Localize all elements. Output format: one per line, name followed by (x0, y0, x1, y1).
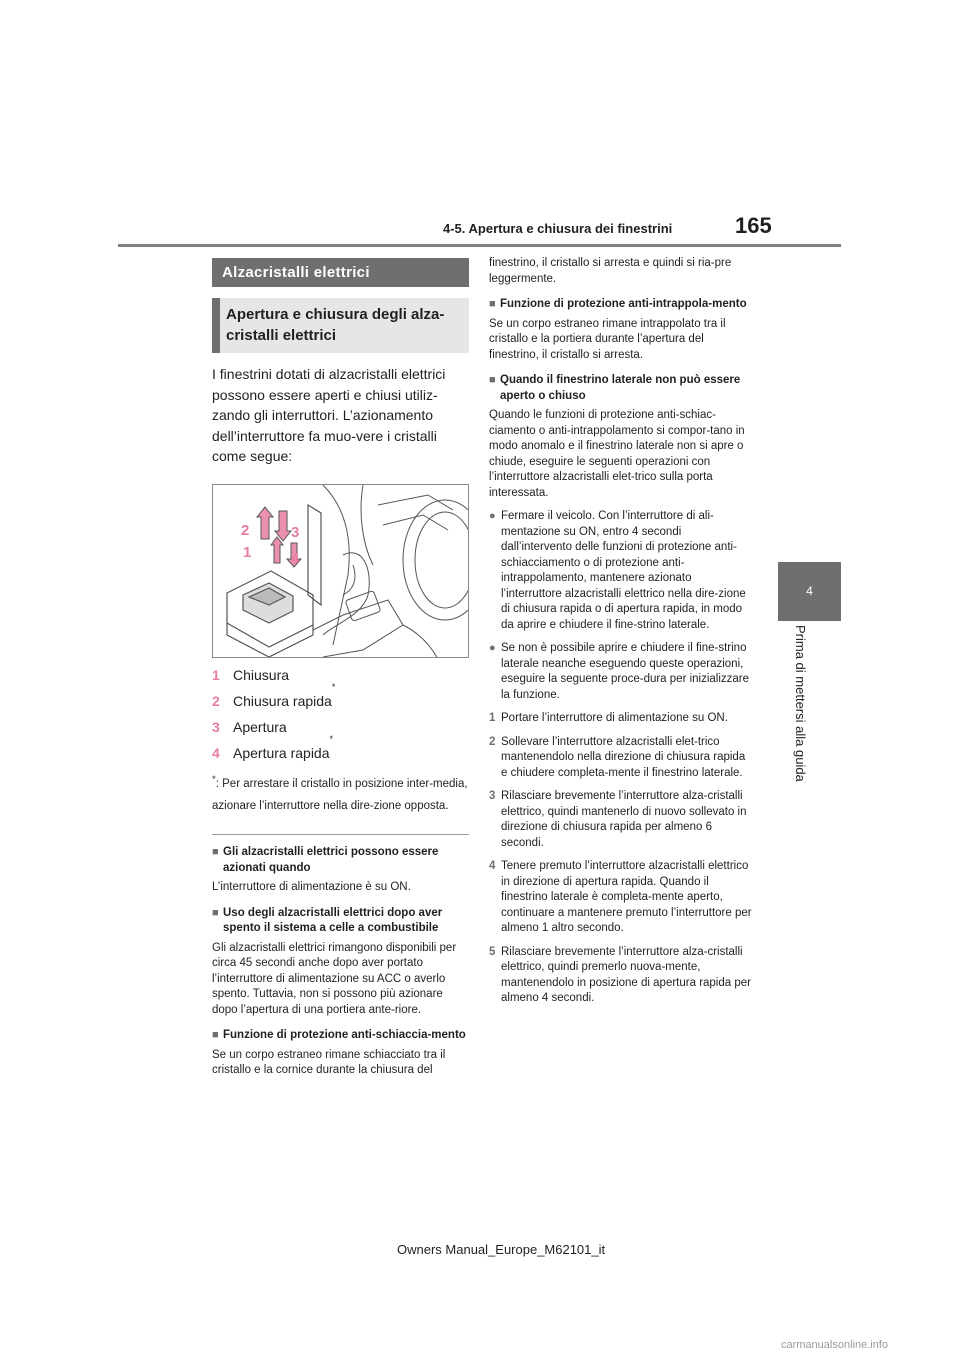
fig-label-4: 4 (291, 549, 300, 567)
info-heading: ■ Quando il finestrino laterale non può essere aperto o chiuso (489, 374, 741, 402)
step-item: 5 Rilasciare brevemente l’interruttore alza-cristalli elettrico, quindi premerlo nuova-mente, mantenendolo in posizione di apertura rapida per almeno 4 secondi. (489, 945, 751, 1004)
info-body: L’interruttore di alimentazione è su ON. (212, 881, 411, 894)
section-header: 4-5. Apertura e chiusura dei finestrini (443, 221, 673, 236)
info-heading: ■ Gli alzacristalli elettrici possono essere azionati quando (212, 846, 439, 874)
bullet-item: ● Se non è possibile aprire e chiudere il fine-strino laterale neanche eseguendo queste operazioni, eseguire la seguente proce-dura per inizializzare la funzione. (489, 642, 750, 701)
watermark: carmanualsonline.info (781, 1339, 889, 1351)
list-item: 4 Apertura rapida * (212, 733, 334, 761)
bullet-item: ● Fermare il veicolo. Con l’interruttore di ali-mentazione su ON, entro 4 secondi dall’intervento delle funzioni di protezione anti-schiacciamento o di protezione anti-intrappolamento, mantenere azionato l’interruttore alzacristalli elettrico nella dire-zione di chiusura rapida o di apertura rapida, in modo da aprire e chiudere il fine-strino laterale. (489, 510, 746, 631)
page-number: 165 (735, 213, 772, 238)
left-column (212, 258, 469, 1079)
step-item: 3 Rilasciare brevemente l’interruttore alza-cristalli elettrico, quindi mantenerlo di nuovo sollevato in direzione di chiusura rapida per almeno 6 secondi. (489, 790, 747, 849)
chapter-tab: 4 (778, 562, 841, 621)
chapter-label: Prima di mettersi alla guida (793, 625, 808, 782)
section-title: Alzacristalli elettrici (212, 258, 469, 287)
intro-text: I finestrini dotati di alzacristalli elettrici possono essere aperti e chiusi utiliz-zando gli interruttori. L’azionamento dell’interruttore fa muo-vere i cristalli come segue: (212, 366, 446, 464)
right-column (489, 256, 754, 1007)
fig-label-1: 1 (243, 543, 252, 561)
info-heading: ■ Uso degli alzacristalli elettrici dopo aver spento il sistema a celle a combustibile (212, 906, 443, 935)
footnote: *: Per arrestare il cristallo in posizione inter-media, azionare l’interruttore nella dire-zione opposta. (212, 773, 468, 813)
fig-label-2: 2 (241, 521, 250, 539)
step-item: 4 Tenere premuto l’interruttore alzacristalli elettrico in direzione di apertura rapida. Quando il finestrino laterale è completa-mente aperto, continuare a mantenere premuto l’interruttore per almeno 1 altro secondo. (489, 860, 752, 934)
continued-text: finestrino, il cristallo si arresta e quindi si ria-pre leggermente. (489, 257, 732, 285)
list-item: 1 Chiusura (212, 666, 290, 683)
step-item: 1 Portare l’interruttore di alimentazione su ON. (489, 712, 728, 724)
window-switch-illustration (212, 484, 469, 658)
illustration-svg (213, 485, 469, 658)
info-body: Gli alzacristalli elettrici rimangono disponibili per circa 45 secondi anche dopo aver portato l’interruttore di alimentazione su ACC o averlo spento. Tuttavia, non si possono più azionare dopo l’apertura di una portiera ante-riore. (212, 941, 457, 1016)
function-list (212, 662, 469, 766)
subsection-title: Apertura e chiusura degli alza-cristalli elettrici (212, 298, 469, 353)
header-rule (118, 244, 841, 247)
list-item: 2 Chiusura rapida * (212, 681, 336, 709)
info-heading: ■ Funzione di protezione anti-schiaccia-mento (212, 1029, 466, 1042)
list-item: 3 Apertura (212, 718, 287, 735)
fig-label-3: 3 (291, 523, 300, 541)
step-item: 2 Sollevare l’interruttore alzacristalli elet-trico mantenendolo nella direzione di chiusura rapida e chiudere completa-mente il finestrino laterale. (489, 735, 746, 779)
info-body: Se un corpo estraneo rimane schiacciato tra il cristallo e la cornice durante la chiusura del (212, 1048, 446, 1077)
info-body: Se un corpo estraneo rimane intrappolato tra il cristallo e la portiera durante l’apertura del finestrino, il cristallo si arresta. (489, 317, 726, 361)
info-body: Quando le funzioni di protezione anti-schiac-ciamento o anti-intrappolamento si compor-tano in modo anomalo e il finestrino laterale non si apre o chiude, eseguire le seguenti operazioni con l’interruttore alzacristalli elet-trico sulla porta interessata. (489, 409, 745, 499)
footer-text: Owners Manual_Europe_M62101_it (397, 1242, 606, 1257)
info-heading: ■ Funzione di protezione anti-intrappola-mento (489, 298, 747, 310)
divider (212, 834, 469, 835)
